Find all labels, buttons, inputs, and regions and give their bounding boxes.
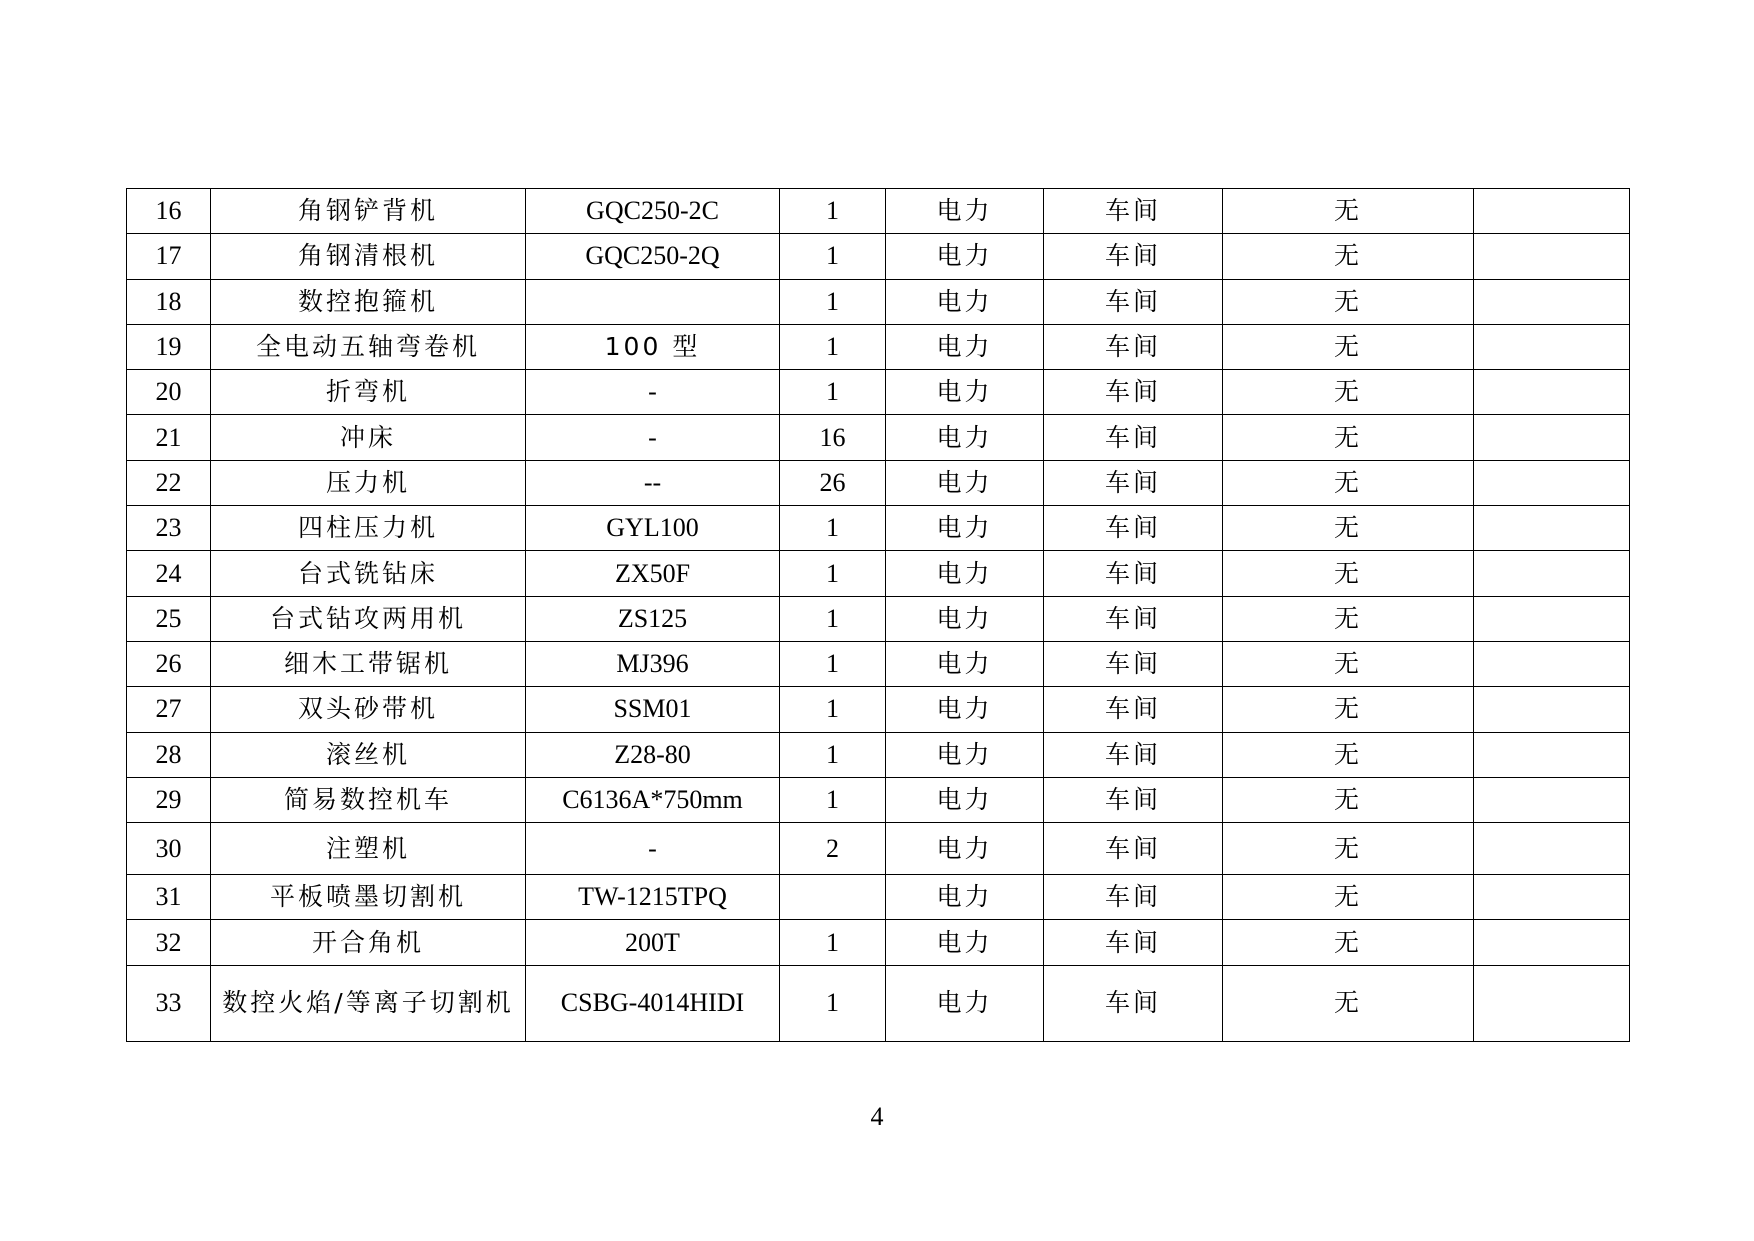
cell-equipment-name: 滚丝机 (211, 732, 526, 777)
cell-location: 车间 (1044, 506, 1223, 551)
cell-quantity: 1 (780, 370, 886, 415)
cell-energy: 电力 (886, 415, 1044, 460)
cell-energy: 电力 (886, 687, 1044, 732)
cell-pollution: 无 (1223, 732, 1474, 777)
cell-remark (1474, 551, 1630, 596)
cell-no: 32 (127, 920, 211, 965)
cell-no: 23 (127, 506, 211, 551)
cell-remark (1474, 823, 1630, 875)
equipment-table (126, 188, 1630, 1042)
cell-energy: 电力 (886, 370, 1044, 415)
cell-equipment-name: 简易数控机车 (211, 777, 526, 822)
cell-energy: 电力 (886, 189, 1044, 234)
cell-quantity: 1 (780, 596, 886, 641)
cell-energy: 电力 (886, 279, 1044, 324)
cell-equipment-name: 双头砂带机 (211, 687, 526, 732)
cell-location: 车间 (1044, 875, 1223, 920)
cell-equipment-name: 细木工带锯机 (211, 641, 526, 686)
cell-model: 200T (526, 920, 780, 965)
cell-quantity: 1 (780, 687, 886, 732)
table-row (127, 920, 1630, 965)
cell-no: 28 (127, 732, 211, 777)
cell-quantity: 1 (780, 279, 886, 324)
cell-energy: 电力 (886, 641, 1044, 686)
cell-model: - (526, 415, 780, 460)
cell-no: 31 (127, 875, 211, 920)
cell-energy: 电力 (886, 920, 1044, 965)
cell-location: 车间 (1044, 234, 1223, 279)
cell-model: - (526, 370, 780, 415)
cell-quantity: 1 (780, 732, 886, 777)
cell-no: 29 (127, 777, 211, 822)
cell-energy: 电力 (886, 460, 1044, 505)
cell-location: 车间 (1044, 732, 1223, 777)
cell-location: 车间 (1044, 823, 1223, 875)
cell-no: 24 (127, 551, 211, 596)
cell-pollution: 无 (1223, 596, 1474, 641)
cell-energy: 电力 (886, 234, 1044, 279)
cell-pollution: 无 (1223, 279, 1474, 324)
cell-pollution: 无 (1223, 823, 1474, 875)
cell-quantity: 26 (780, 460, 886, 505)
cell-no: 20 (127, 370, 211, 415)
cell-energy: 电力 (886, 324, 1044, 369)
cell-quantity: 1 (780, 506, 886, 551)
page-number: 4 (870, 1102, 884, 1131)
cell-location: 车间 (1044, 920, 1223, 965)
cell-location: 车间 (1044, 324, 1223, 369)
cell-model: ZX50F (526, 551, 780, 596)
table-row (127, 551, 1630, 596)
cell-remark (1474, 234, 1630, 279)
cell-equipment-name: 数控抱箍机 (211, 279, 526, 324)
cell-pollution: 无 (1223, 687, 1474, 732)
table-row (127, 777, 1630, 822)
cell-equipment-name: 压力机 (211, 460, 526, 505)
cell-pollution: 无 (1223, 551, 1474, 596)
cell-remark (1474, 506, 1630, 551)
cell-model: SSM01 (526, 687, 780, 732)
cell-pollution: 无 (1223, 506, 1474, 551)
cell-remark (1474, 920, 1630, 965)
cell-pollution: 无 (1223, 777, 1474, 822)
cell-pollution: 无 (1223, 234, 1474, 279)
cell-quantity (780, 875, 886, 920)
cell-quantity: 1 (780, 965, 886, 1041)
cell-pollution: 无 (1223, 460, 1474, 505)
cell-no: 19 (127, 324, 211, 369)
cell-model: ZS125 (526, 596, 780, 641)
cell-model: GYL100 (526, 506, 780, 551)
cell-remark (1474, 189, 1630, 234)
table-row (127, 506, 1630, 551)
cell-location: 车间 (1044, 641, 1223, 686)
cell-model: C6136A*750mm (526, 777, 780, 822)
cell-location: 车间 (1044, 370, 1223, 415)
cell-remark (1474, 596, 1630, 641)
cell-quantity: 1 (780, 920, 886, 965)
cell-no: 27 (127, 687, 211, 732)
table-row (127, 189, 1630, 234)
table-row (127, 234, 1630, 279)
cell-pollution: 无 (1223, 965, 1474, 1041)
cell-location: 车间 (1044, 415, 1223, 460)
cell-location: 车间 (1044, 965, 1223, 1041)
cell-quantity: 1 (780, 234, 886, 279)
cell-energy: 电力 (886, 777, 1044, 822)
cell-no: 18 (127, 279, 211, 324)
cell-energy: 电力 (886, 732, 1044, 777)
cell-quantity: 1 (780, 189, 886, 234)
cell-model: MJ396 (526, 641, 780, 686)
cell-remark (1474, 324, 1630, 369)
table-body (127, 189, 1630, 1042)
cell-model: TW-1215TPQ (526, 875, 780, 920)
table-row (127, 641, 1630, 686)
table-row (127, 460, 1630, 505)
cell-remark (1474, 687, 1630, 732)
cell-remark (1474, 279, 1630, 324)
cell-model: CSBG-4014HIDI (526, 965, 780, 1041)
cell-remark (1474, 460, 1630, 505)
table-row (127, 732, 1630, 777)
cell-remark (1474, 875, 1630, 920)
cell-equipment-name: 台式铣钻床 (211, 551, 526, 596)
cell-location: 车间 (1044, 596, 1223, 641)
cell-equipment-name: 平板喷墨切割机 (211, 875, 526, 920)
table-row (127, 687, 1630, 732)
cell-equipment-name: 全电动五轴弯卷机 (211, 324, 526, 369)
cell-model: GQC250-2C (526, 189, 780, 234)
table-row (127, 324, 1630, 369)
table-row (127, 965, 1630, 1041)
cell-energy: 电力 (886, 965, 1044, 1041)
cell-location: 车间 (1044, 551, 1223, 596)
cell-remark (1474, 370, 1630, 415)
cell-no: 25 (127, 596, 211, 641)
cell-energy: 电力 (886, 823, 1044, 875)
cell-equipment-name: 折弯机 (211, 370, 526, 415)
cell-model (526, 279, 780, 324)
table-row (127, 823, 1630, 875)
cell-remark (1474, 732, 1630, 777)
cell-no: 21 (127, 415, 211, 460)
cell-model: - (526, 823, 780, 875)
cell-remark (1474, 415, 1630, 460)
cell-quantity: 1 (780, 324, 886, 369)
cell-pollution: 无 (1223, 415, 1474, 460)
cell-no: 17 (127, 234, 211, 279)
cell-equipment-name: 台式钻攻两用机 (211, 596, 526, 641)
cell-pollution: 无 (1223, 370, 1474, 415)
cell-quantity: 1 (780, 777, 886, 822)
cell-energy: 电力 (886, 875, 1044, 920)
cell-equipment-name: 冲床 (211, 415, 526, 460)
cell-equipment-name: 角钢清根机 (211, 234, 526, 279)
table-row (127, 415, 1630, 460)
cell-energy: 电力 (886, 506, 1044, 551)
cell-no: 16 (127, 189, 211, 234)
cell-remark (1474, 965, 1630, 1041)
cell-location: 车间 (1044, 189, 1223, 234)
cell-model: -- (526, 460, 780, 505)
cell-quantity: 1 (780, 551, 886, 596)
cell-location: 车间 (1044, 279, 1223, 324)
cell-no: 33 (127, 965, 211, 1041)
cell-location: 车间 (1044, 687, 1223, 732)
cell-pollution: 无 (1223, 641, 1474, 686)
cell-energy: 电力 (886, 551, 1044, 596)
cell-equipment-name: 开合角机 (211, 920, 526, 965)
cell-pollution: 无 (1223, 324, 1474, 369)
cell-energy: 电力 (886, 596, 1044, 641)
cell-no: 30 (127, 823, 211, 875)
cell-pollution: 无 (1223, 189, 1474, 234)
cell-remark (1474, 777, 1630, 822)
table-row (127, 370, 1630, 415)
cell-no: 22 (127, 460, 211, 505)
cell-model: 100 型 (526, 324, 780, 369)
cell-pollution: 无 (1223, 920, 1474, 965)
cell-no: 26 (127, 641, 211, 686)
cell-equipment-name: 四柱压力机 (211, 506, 526, 551)
cell-model: Z28-80 (526, 732, 780, 777)
cell-location: 车间 (1044, 460, 1223, 505)
table-row (127, 279, 1630, 324)
cell-remark (1474, 641, 1630, 686)
cell-quantity: 1 (780, 641, 886, 686)
cell-location: 车间 (1044, 777, 1223, 822)
cell-equipment-name: 角钢铲背机 (211, 189, 526, 234)
cell-model: GQC250-2Q (526, 234, 780, 279)
cell-pollution: 无 (1223, 875, 1474, 920)
cell-equipment-name: 数控火焰/等离子切割机 (211, 965, 526, 1041)
cell-quantity: 16 (780, 415, 886, 460)
cell-quantity: 2 (780, 823, 886, 875)
cell-equipment-name: 注塑机 (211, 823, 526, 875)
table-row (127, 596, 1630, 641)
table-row (127, 875, 1630, 920)
